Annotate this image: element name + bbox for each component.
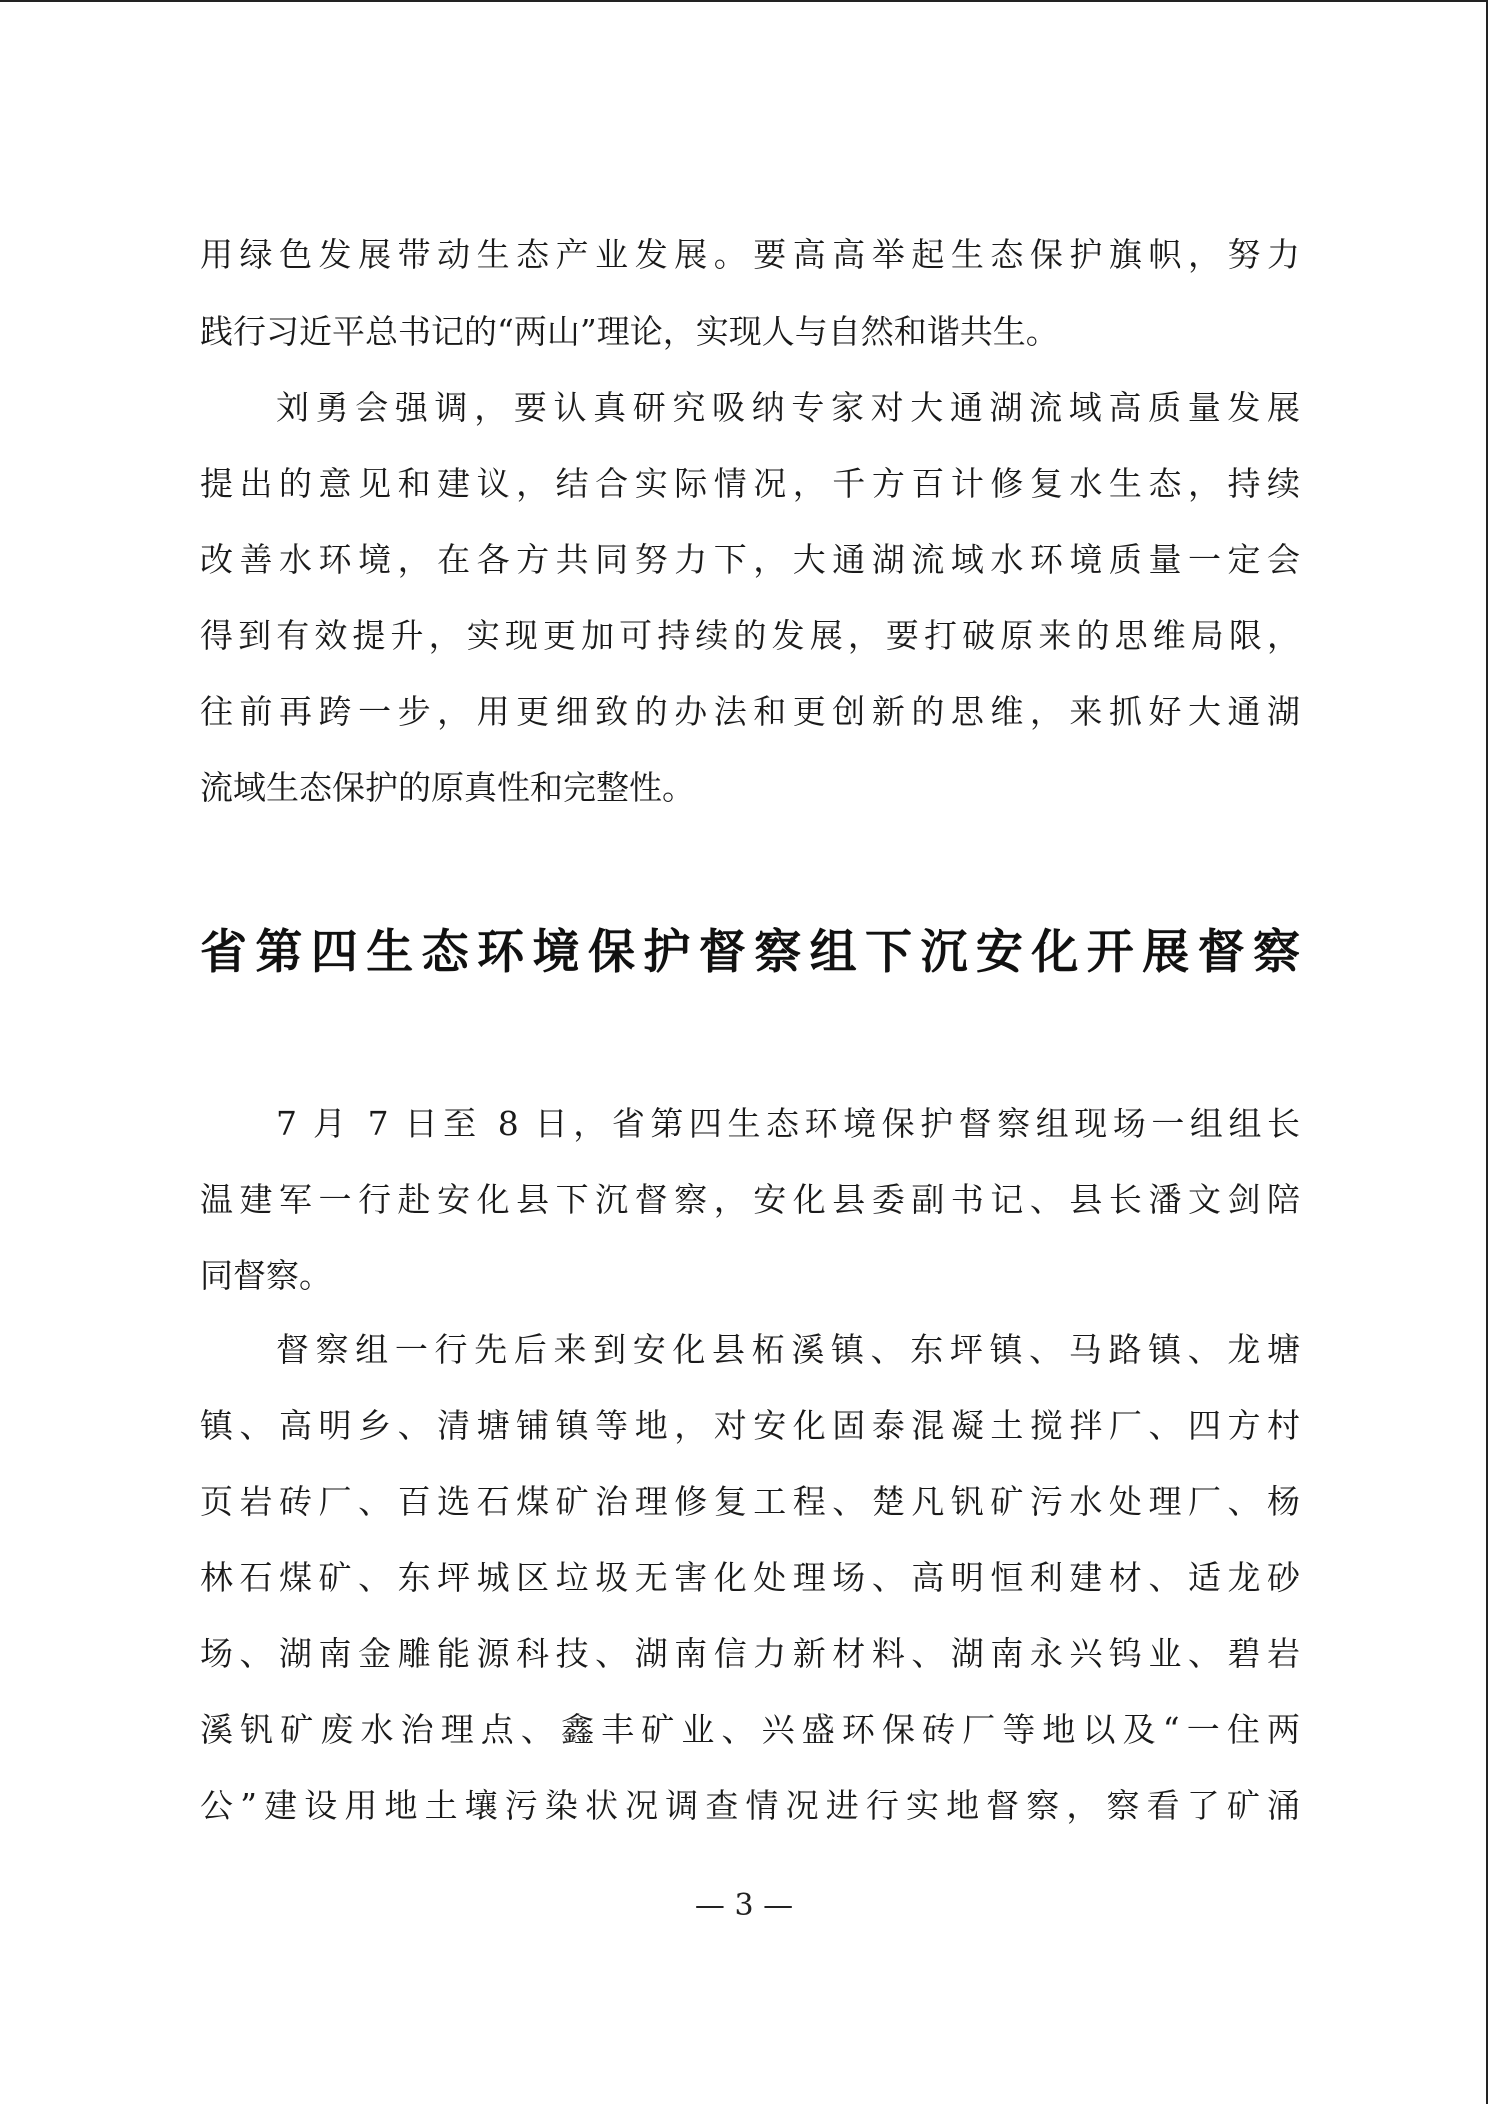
paragraph-2-line-6: 流域生态保护的原真性和完整性。 xyxy=(200,768,695,807)
paragraph-2-line-3: 改善水环境，在各方共同努力下，大通湖流域水环境质量一定会 xyxy=(200,540,1300,579)
paragraph-4-line-4: 林石煤矿、东坪城区垃圾无害化处理场、高明恒利建材、适龙砂 xyxy=(200,1558,1300,1597)
paragraph-4-line-7: 公”建设用地土壤污染状况调查情况进行实地督察，察看了矿涌 xyxy=(200,1786,1300,1825)
page-number: — 3 — xyxy=(694,1888,794,1923)
paragraph-4-line-5: 场、湖南金雕能源科技、湖南信力新材料、湖南永兴钨业、碧岩 xyxy=(200,1634,1300,1673)
paragraph-4-line-2: 镇、高明乡、清塘铺镇等地，对安化固泰混凝土搅拌厂、四方村 xyxy=(200,1406,1300,1445)
paragraph-3-line-1: 7 月 7 日至 8 日，省第四生态环境保护督察组现场一组组长 xyxy=(276,1104,1300,1143)
paragraph-4-line-6: 溪钒矿废水治理点、鑫丰矿业、兴盛环保砖厂等地以及“一住两 xyxy=(200,1710,1300,1749)
paragraph-4-line-1: 督察组一行先后来到安化县柘溪镇、东坪镇、马路镇、龙塘 xyxy=(276,1330,1300,1369)
paragraph-2-line-1: 刘勇会强调，要认真研究吸纳专家对大通湖流域高质量发展 xyxy=(276,388,1300,427)
paragraph-1-line-1: 用绿色发展带动生态产业发展。要高高举起生态保护旗帜，努力 xyxy=(200,235,1300,274)
paragraph-3-line-3: 同督察。 xyxy=(200,1256,332,1295)
section-heading: 省第四生态环境保护督察组下沉安化开展督察 xyxy=(200,925,1300,980)
paragraph-4-line-3: 页岩砖厂、百选石煤矿治理修复工程、楚凡钒矿污水处理厂、杨 xyxy=(200,1482,1300,1521)
paragraph-3-line-2: 温建军一行赴安化县下沉督察，安化县委副书记、县长潘文剑陪 xyxy=(200,1180,1300,1219)
paragraph-2-line-4: 得到有效提升，实现更加可持续的发展，要打破原来的思维局限， xyxy=(200,616,1300,655)
paragraph-1-line-2: 践行习近平总书记的“两山”理论，实现人与自然和谐共生。 xyxy=(200,312,1059,351)
paragraph-2-line-5: 往前再跨一步，用更细致的办法和更创新的思维，来抓好大通湖 xyxy=(200,692,1300,731)
paragraph-2-line-2: 提出的意见和建议，结合实际情况，千方百计修复水生态，持续 xyxy=(200,464,1300,503)
